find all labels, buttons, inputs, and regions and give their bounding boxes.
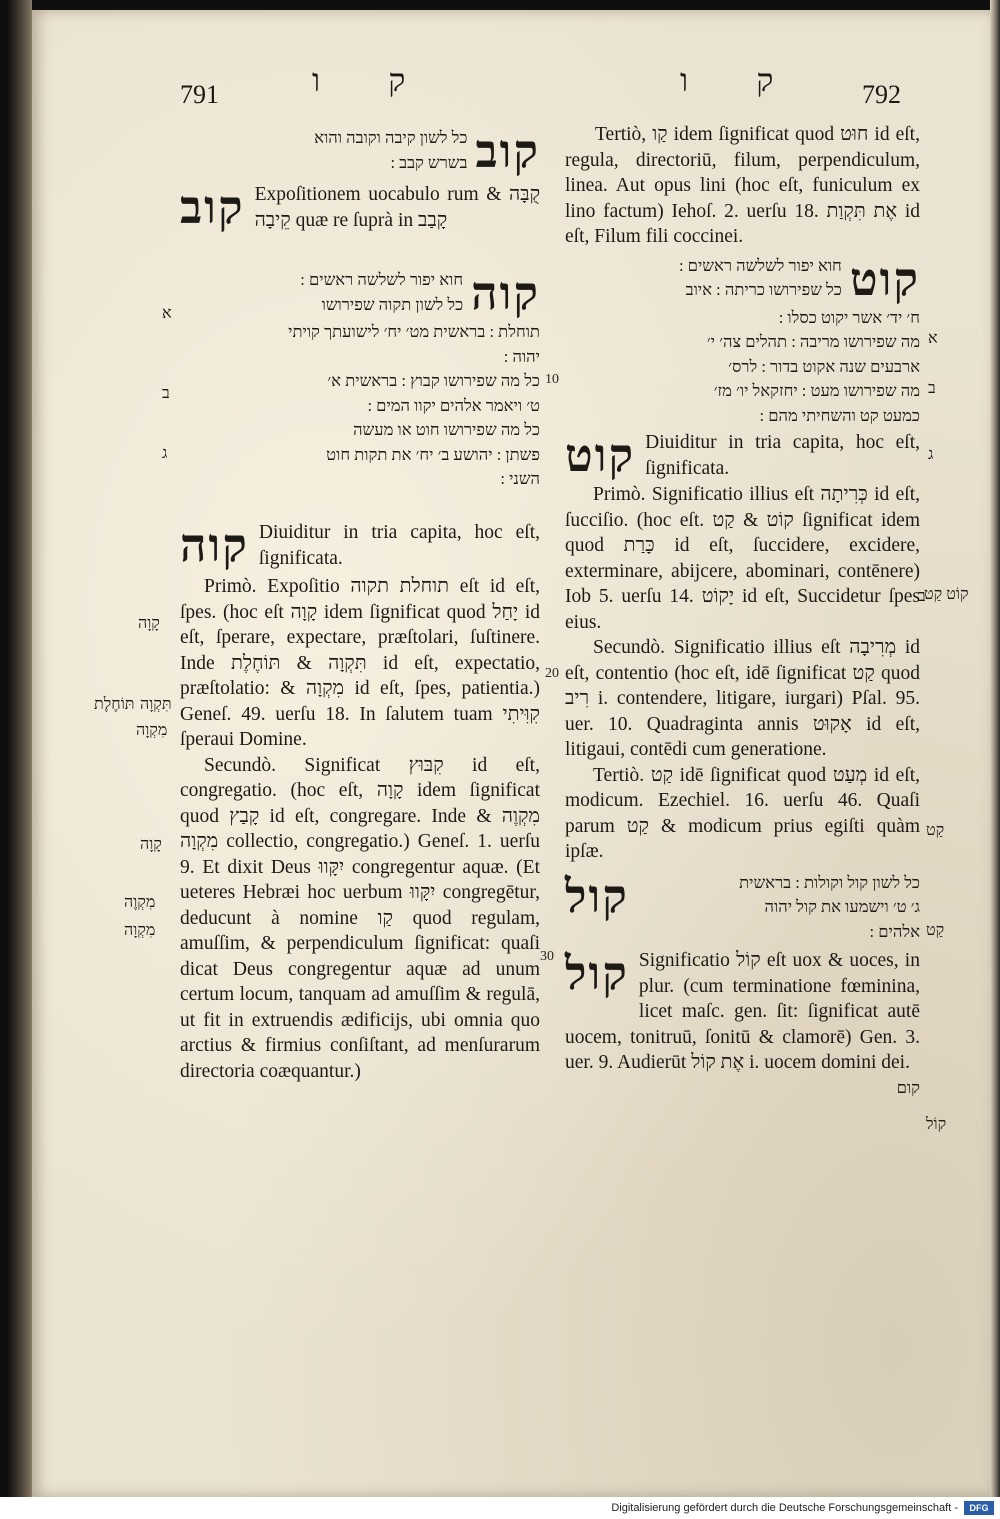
qwt-hebrew-line-3: ח׳ יד׳ אשר יקוט כסלו : xyxy=(778,307,920,327)
line-number-30: 30 xyxy=(540,949,554,964)
qwt-hebrew-line-7: כמעט קט והשחיתי מהם : xyxy=(759,405,920,425)
margin-note-r4: קוֹל xyxy=(926,1116,947,1133)
headword-qwt: קוט xyxy=(849,253,920,305)
qwl-hebrew-line-1: כל לשון קול וקולות : בראשית xyxy=(739,872,920,892)
entry-qub-latin xyxy=(180,182,540,234)
qwh-hebrew-line-3: תוחלת : בראשית מט׳ יח׳ לישועתך קויתי xyxy=(288,322,540,341)
headword-qub: קוב xyxy=(475,126,540,177)
headword-qwl-2: קול xyxy=(565,948,629,999)
left-running-head: ק ו xyxy=(312,62,436,98)
qwh-hebrew-line-8: פשתן : יהושע ב׳ יח׳ את תקות חוט xyxy=(326,444,540,464)
marker-secundo-right: ב xyxy=(918,588,926,605)
qwh-hebrew-line-5: כל מה שפירושו קבוץ : בראשית א׳ xyxy=(327,371,540,390)
qwh-hebrew-line-7: כל מה שפירושו חוט או מעשה xyxy=(353,420,540,439)
qub-hebrew-line-2: בשרש קבב : xyxy=(390,152,468,172)
marker-b-right: ב xyxy=(928,380,936,397)
qwh-hebrew-line-2: כל לשון תקוה שפירושו xyxy=(321,294,464,314)
headword-qwl: קול xyxy=(565,870,629,922)
entry-qwh-latin xyxy=(180,520,540,1084)
qwh-hebrew-line-1: חוא יפור לשלשה ראשים : xyxy=(300,270,464,289)
qwl-hebrew-line-2: ג׳ ט׳ וישמעו את קול יהוה xyxy=(764,897,920,916)
qwt-hebrew-line-1: חוא יפור לשלשה ראשים : xyxy=(678,255,842,275)
qwl-latin-text: Significatio קוֹל eſt uox & uoces, in plur. (cum terminatione fœminina, licet maſc. gen. ſit: ſignificat autē uocem, tonitruū, ſonitū & clamorē) Gen. 3. uer. 9. Audierūt אֶת קוֹל i. uocem domini dei. xyxy=(565,950,920,1073)
qwh-hebrew-line-9: השני : xyxy=(500,469,540,488)
right-column xyxy=(565,122,920,1100)
marker-g-right: ג xyxy=(928,446,934,463)
margin-note-4: קָוָה xyxy=(140,836,162,853)
headword-qwt-2: קוט xyxy=(565,430,636,481)
qwt-hebrew-line-4: מה שפירושו מריבה : תהלים צה׳ י׳ xyxy=(706,332,920,351)
qw-tertio-top-text: Tertiò, קַו idem ſignificat quod חוּט id eſt, regula, directoriū, filum, perpendiculum, linea. Aut opus lini (hoc eſt, funiculum ex lino factum) Iehoſ. 2. uerſu 18. אֶת תִּקְוַת id eſt, Filum fili coccinei. xyxy=(565,124,920,247)
left-page-number: 791 xyxy=(180,80,219,109)
entry-qwt-latin xyxy=(565,430,920,865)
qwt-hebrew-line-5: ארבעים שנה אקוט בדור : לרס׳ xyxy=(728,356,920,376)
marker-g-left: ג xyxy=(162,445,168,462)
entry-qwh xyxy=(180,268,540,492)
qub-latin-text: Expoſitionem uocabulo rum קֻבָּה & קֵיבָה quæ re ſuprà in קָבַב xyxy=(254,184,541,231)
margin-note-2b: תּוֹחֶלֶת xyxy=(94,696,135,713)
line-number-10: 10 xyxy=(545,372,559,387)
qwt-primo-text: Primò. Significatio illius eſt כְּרִיתָה id eſt, ſucciſio. (hoc eſt. קוֹט & קַט ſignificat idem quod כָּרַת id eſt, ſuccidere, excidere, exterminare, abijcere, abominari, contēnere) Iob 5. uerſu 14. יָקוֹט id eſt, Succidetur ſpes eius. xyxy=(565,484,921,633)
margin-note-3: מִקְוָה xyxy=(136,722,168,739)
qwh-intro-text: Diuiditur in tria capita, hoc eſt, ſignificata. xyxy=(258,522,540,569)
digitization-credit-text: Digitalisierung gefördert durch die Deutsche Forschungsgemeinschaft - xyxy=(611,1502,958,1514)
qwt-tertio-text: Tertiò. קַט idē ſignificat quod מְעַט id eſt, modicum. Ezechiel. 16. uerſu 46. Quaſi parum קַט & modicum prius egiſti quàm ipſæ. xyxy=(565,764,920,862)
qwh-hebrew-line-6: ט׳ ויאמר אלהים יקוו המים : xyxy=(367,395,540,415)
headword-qwh-2: קוה xyxy=(180,520,249,571)
entry-qub xyxy=(180,126,540,178)
catchword: קום xyxy=(896,1077,920,1097)
qwt-intro-text: Diuiditur in tria capita, hoc eſt, ſignificata. xyxy=(645,432,920,479)
dfg-logo: DFG xyxy=(964,1501,994,1515)
marker-b-left: ב xyxy=(162,385,170,402)
margin-note-r2: קַט xyxy=(926,822,945,839)
marker-a-left: א xyxy=(162,305,172,322)
qwt-hebrew-line-6: מה שפירושו מעט : יחזקאל יו׳ מז׳ xyxy=(713,381,920,400)
qub-hebrew-line-1: כל לשון קיבה וקובה והוא xyxy=(314,128,468,147)
margin-note-r3: קַט xyxy=(926,922,945,939)
qwt-hebrew-line-2: כל שפירושו כריתה : איוב xyxy=(685,280,842,299)
digitization-credit-bar xyxy=(0,1497,1000,1519)
entry-qwt xyxy=(565,254,920,429)
page-edge xyxy=(990,0,1000,1497)
book-binding xyxy=(8,0,32,1497)
qwh-hebrew-line-4: יהוה : xyxy=(503,346,540,366)
qwt-secundo-text: Secundò. Significatio illius eſt מְרִיבָה id eſt, contentio (hoc eſt, idē ſignificat קַט quod רִיב i. contendere, litigare, iurgari) Pſal. 95. uer. 10. Quadraginta annis אָקוּט id eſt, litigaui, contēdi cum generatione. xyxy=(565,637,920,760)
headword-qub-2: קוב xyxy=(180,182,245,233)
entry-qwl xyxy=(565,871,920,945)
headword-qwh: קוה xyxy=(471,268,540,319)
right-running-head: ק ו xyxy=(680,62,804,98)
margin-note-5: מִקְוֶה xyxy=(124,894,156,911)
right-page-number: 792 xyxy=(862,80,901,109)
margin-note-1: קָוָה xyxy=(138,615,160,632)
margin-note-6: מִקְוָה xyxy=(124,922,156,939)
entry-qwl-latin xyxy=(565,948,920,1076)
margin-note-2: תִּקְוָה xyxy=(140,696,172,713)
qwh-primo-text: Primò. Expoſitio תוחלת תקוה eſt id eſt, ſpes. (hoc eſt קָוָה idem ſignificat quod יָחַל id eſt, ſperare, expectare, præſtolari, ſuſtinere. Inde תִּקְוָה & תּוֹחֶלֶת id eſt, expectatio, præſtolatio: & מִקְוָה id eſt, ſpes, patientia.) Geneſ. 49. uerſu 18. In ſalutem tuam קִוִּיתִי ſperaui Domine. xyxy=(180,576,541,750)
margin-note-r1: קוֹט קַט xyxy=(924,586,969,603)
marker-a-right: א xyxy=(928,330,938,347)
line-number-20: 20 xyxy=(545,666,559,681)
qwh-secundo-text: Secundò. Significat קִבּוּץ id eſt, congregatio. (hoc eſt, קָוָה idem ſignificat quod קָבַץ id eſt, congregare. Inde מִקְוֶה & מִקְוָה collectio, congregatio.) Geneſ. 1. uerſu 9. Et dixit Deus יִקָּווּ congregentur aquæ. (Et ueteres Hebræi hoc uerbum יִקָּווּ congregētur, deducunt à nomine קַו quod regulam, amuſſim, & perpendiculum ſignificat: quaſi dicat Deus congregentur aquæ ad unum certum locum, tanquam ad amuſſim & regulā, ut fit in extruendis ædificijs, ubi omnia quo arctius & firmius conſiſtant, ad menſurarum directoria coæquantur.) xyxy=(180,754,541,1082)
qwl-hebrew-line-3: אלהים : xyxy=(869,921,920,941)
